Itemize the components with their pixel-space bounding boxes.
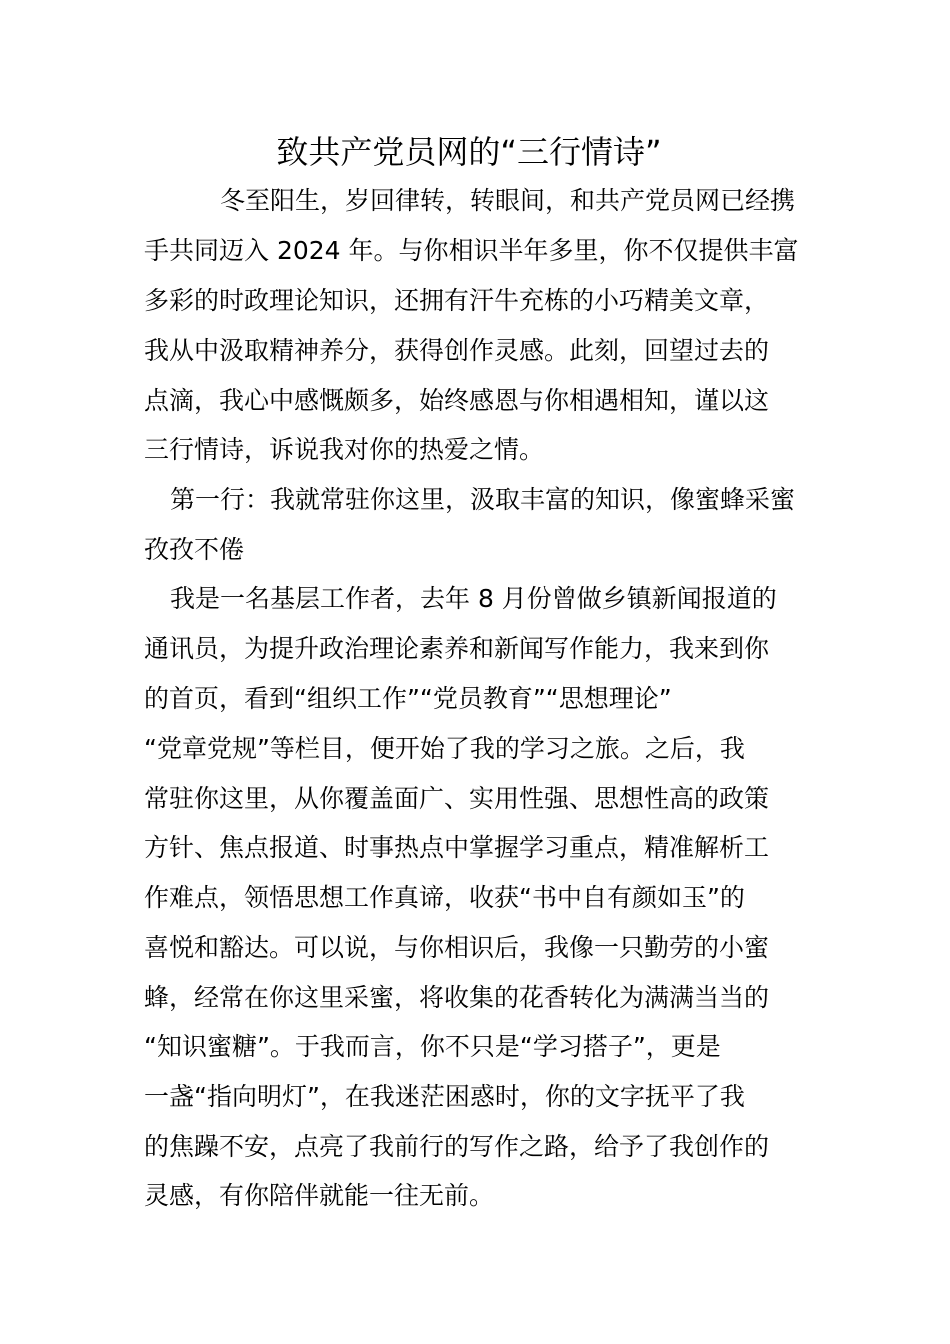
paragraph-line: 蜂，经常在你这里采蜜，将收集的花香转化为满满当当的 (144, 983, 770, 1012)
paragraph-line: 通讯员，为提升政治理论素养和新闻写作能力，我来到你 (144, 634, 770, 663)
document-title: 致共产党员网的“三行情诗” (276, 133, 662, 171)
paragraph-line: “知识蜜糖”。于我而言，你不只是“学习搭子”，更是 (144, 1032, 721, 1061)
paragraph-line: 手共同迈入 2024 年。与你相识半年多里，你不仅提供丰富 (144, 236, 799, 265)
paragraph-line: 一盏“指向明灯”，在我迷茫困惑时，你的文字抚平了我 (144, 1082, 745, 1111)
paragraph-line: 点滴，我心中感慨颇多，始终感恩与你相遇相知，谨以这 (144, 386, 770, 415)
paragraph-line: 我从中汲取精神养分，获得创作灵感。此刻，回望过去的 (144, 336, 770, 365)
paragraph-line: 作难点，领悟思想工作真谛，收获“书中自有颜如玉”的 (144, 883, 745, 912)
paragraph-line: 灵感，有你陪伴就能一往无前。 (144, 1181, 495, 1210)
section-heading-line: 第一行：我就常驻你这里，汲取丰富的知识，像蜜蜂采蜜 (170, 485, 796, 514)
paragraph-line: 的焦躁不安，点亮了我前行的写作之路，给予了我创作的 (144, 1132, 770, 1161)
paragraph-line: 三行情诗，诉说我对你的热爱之情。 (144, 435, 545, 464)
section-heading-line: 孜孜不倦 (144, 535, 245, 564)
paragraph-line: 喜悦和豁达。可以说，与你相识后，我像一只勤劳的小蜜 (144, 933, 770, 962)
paragraph-line: 常驻你这里，从你覆盖面广、实用性强、思想性高的政策 (144, 784, 770, 813)
paragraph-line: 多彩的时政理论知识，还拥有汗牛充栋的小巧精美文章， (144, 286, 770, 315)
paragraph-line: 冬至阳生，岁回律转，转眼间，和共产党员网已经携 (220, 186, 796, 215)
paragraph-line: 的首页，看到“组织工作”“党员教育”“思想理论” (144, 684, 672, 713)
paragraph-line: “党章党规”等栏目，便开始了我的学习之旅。之后，我 (144, 734, 745, 763)
paragraph-line: 方针、焦点报道、时事热点中掌握学习重点，精准解析工 (144, 833, 770, 862)
paragraph-line: 我是一名基层工作者，去年 8 月份曾做乡镇新闻报道的 (170, 584, 777, 613)
